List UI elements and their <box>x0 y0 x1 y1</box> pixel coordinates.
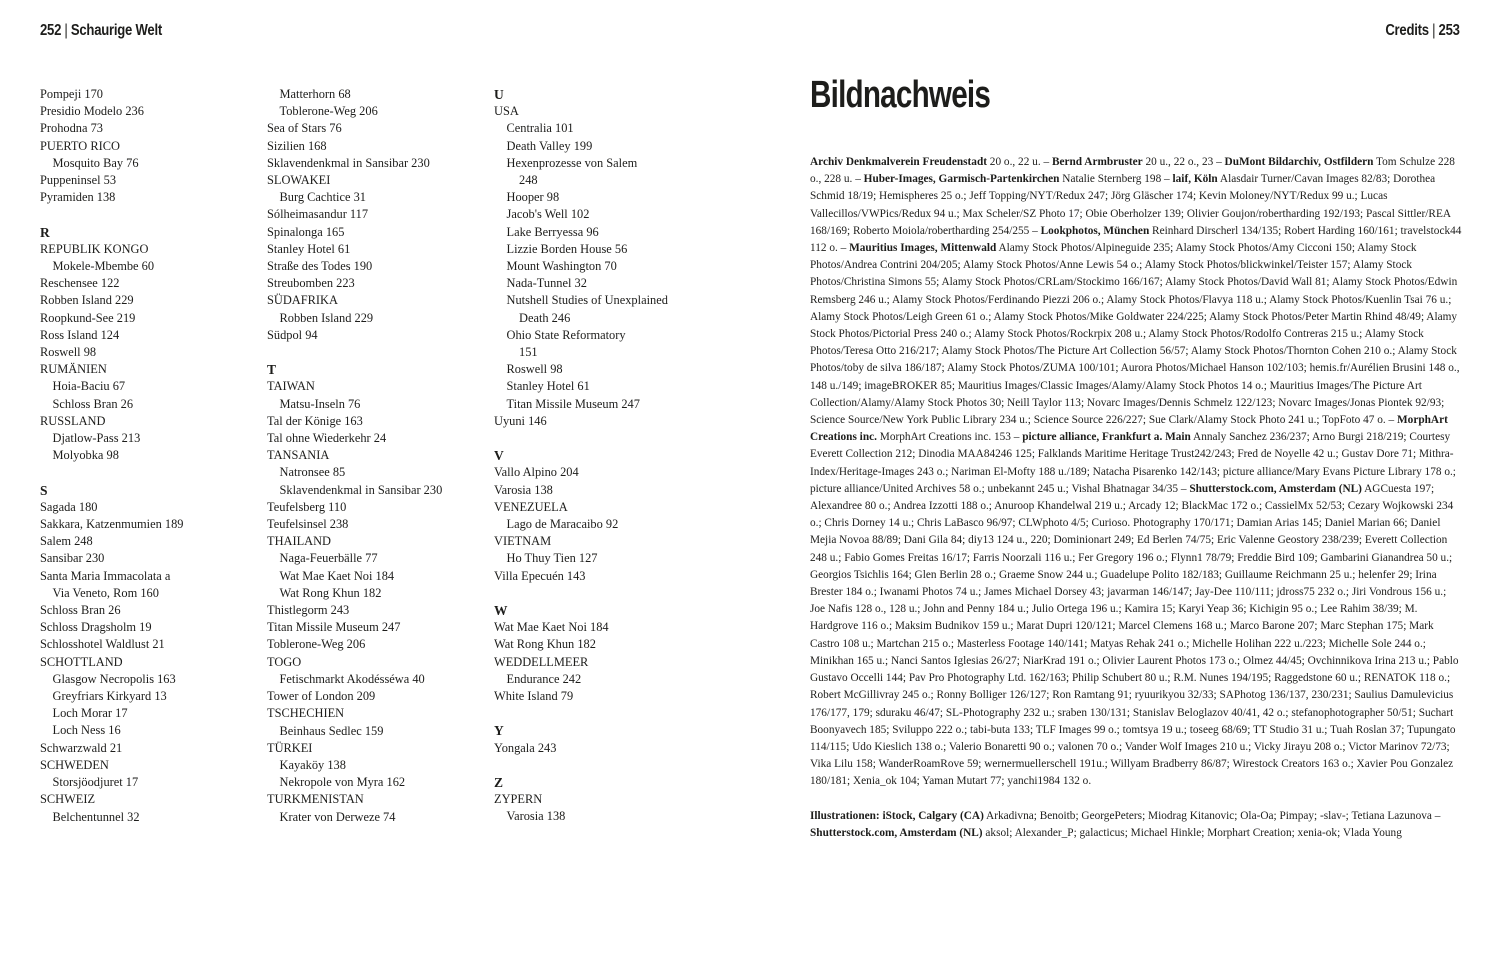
index-subentry: Robben Island 229 <box>279 310 374 325</box>
index-entry: Ross Island 124 <box>40 327 120 342</box>
index-subentry: Lago de Maracaibo 92 <box>506 517 619 532</box>
credits-heading: Bildnachweis <box>810 74 991 116</box>
index-subentry: Nada-Tunnel 32 <box>506 276 587 291</box>
index-subentry: Varosia 138 <box>506 809 566 824</box>
index-entry: SÜDAFRIKA <box>267 293 338 308</box>
index-entry: Santa Maria Immacolata a <box>40 568 171 583</box>
index-entry: TÜRKEI <box>267 740 313 755</box>
index-entry: RUSSLAND <box>40 413 106 428</box>
index-entry: Schloss Dragsholm 19 <box>40 620 152 635</box>
index-subentry: Centralia 101 <box>506 121 574 136</box>
index-subentry: Nutshell Studies of Unexplained <box>506 293 668 308</box>
index-letter-heading: S <box>40 482 48 498</box>
header-separator-left: | <box>64 22 68 39</box>
index-subentry: Matsu-Inseln 76 <box>279 396 361 411</box>
index-subentry: Death Valley 199 <box>506 138 593 153</box>
credit-agency-name: laif, Köln <box>1172 173 1218 186</box>
index-entry: Puppeninsel 53 <box>40 173 117 188</box>
index-subentry: Wat Mae Kaet Noi 184 <box>279 568 395 583</box>
index-subentry: Kayaköy 138 <box>279 757 346 772</box>
index-entry: Schlosshotel Waldlust 21 <box>40 637 165 652</box>
index-subentry: Sklavendenkmal in Sansibar 230 <box>279 482 443 497</box>
index-subentry: Wat Rong Khun 182 <box>279 585 382 600</box>
index-subentry: Mount Washington 70 <box>506 259 617 274</box>
credit-text: Annaly Sanchez 236/237; Arno Burgi 218/219; Courtesy Everett Collection 212; Dinodia MAA84246 125; Falklands Maritime Heritage Trust242/243; Fred de Noyelle 42 u.; Gustav Dore 71; Mithra-Index/Heritage-Images 243 o.; Nariman El-Mofty 188 u./189; Natacha Pisarenko 142/143; picture alliance/Mary Evans Picture Library 178 o.; picture alliance/United Archives 58 o.; unbekannt 245 u.; Vishal Bhatnagar 34/35 – <box>810 431 1456 495</box>
index-subentry: Hoia-Baciu 67 <box>52 379 126 394</box>
index-entry: Sakkara, Katzenmumien 189 <box>40 517 184 532</box>
index-column-2 <box>267 86 487 826</box>
credit-text: 20 o., 22 u. – <box>986 156 1052 168</box>
index-entry: Pyramiden 138 <box>40 190 116 205</box>
index-entry: REPUBLIK KONGO <box>40 241 149 256</box>
index-subentry: Jacob's Well 102 <box>506 207 590 222</box>
section-title: Credits <box>1385 22 1430 39</box>
index-letter-heading: Z <box>494 775 504 791</box>
index-entry: Uyuni 146 <box>494 413 547 428</box>
credit-agency-name: Shutterstock.com, Amsterdam (NL) <box>810 826 983 839</box>
index-entry: Sólheimasandur 117 <box>267 207 369 222</box>
credit-agency-name: Huber-Images, Garmisch-Partenkirchen <box>863 173 1060 186</box>
index-entry-continuation: 248 <box>519 173 538 188</box>
index-subentry: Lake Berryessa 96 <box>506 224 599 239</box>
index-letter-heading: W <box>494 603 508 619</box>
index-subentry: Krater von Derweze 74 <box>279 809 396 824</box>
index-entry: Wat Rong Khun 182 <box>494 637 596 652</box>
credit-agency-name: Illustrationen: iStock, Calgary (CA) <box>810 809 984 822</box>
index-subentry: Titan Missile Museum 247 <box>506 396 640 411</box>
credit-text: Arkadivna; Benoitb; GeorgePeters; Miodrag Kitanovic; Ola-Oa; Pimpay; -slav-; Tetiana Lazunova – <box>983 809 1441 822</box>
index-subentry: Greyfriars Kirkyard 13 <box>52 689 167 704</box>
index-entry: Toblerone-Weg 206 <box>267 637 366 652</box>
index-subentry: Loch Ness 16 <box>52 723 121 738</box>
index-subentry: Natronsee 85 <box>279 465 346 480</box>
index-subentry: Lizzie Borden House 56 <box>506 241 628 256</box>
index-entry: VIETNAM <box>494 534 552 549</box>
index-entry: Straße des Todes 190 <box>267 259 373 274</box>
index-entry: Presidio Modelo 236 <box>40 104 144 119</box>
index-subentry: Hexenprozesse von Salem <box>506 155 638 170</box>
index-entry: Sizilien 168 <box>267 138 327 153</box>
index-entry: Tal ohne Wiederkehr 24 <box>267 431 387 446</box>
index-subentry: Fetischmarkt Akodésséwa 40 <box>279 671 425 686</box>
index-subentry: Ohio State Reformatory <box>506 327 626 342</box>
credit-agency-name: picture alliance, Frankfurt a. Main <box>1022 431 1191 444</box>
credits-paragraph-photos <box>810 154 1462 791</box>
index-entry: Südpol 94 <box>267 327 318 342</box>
index-subentry: Hooper 98 <box>506 190 560 205</box>
index-subentry: Burg Cachtice 31 <box>279 190 366 205</box>
index-entry: Roswell 98 <box>40 345 97 360</box>
index-subentry: Djatlow-Pass 213 <box>52 431 141 446</box>
index-entry: TANSANIA <box>267 448 330 463</box>
index-subentry: Mosquito Bay 76 <box>52 155 139 170</box>
index-subentry: Via Veneto, Rom 160 <box>52 585 159 600</box>
credit-text: aksol; Alexander_P; galacticus; Michael Hinkle; Morphart Creation; xenia-ok; Vlada Young <box>982 826 1402 839</box>
index-letter-heading: R <box>40 224 50 240</box>
index-subentry: Beinhaus Sedlec 159 <box>279 723 384 738</box>
credit-text: 20 u., 22 o., 23 – <box>1142 156 1225 168</box>
credit-agency-name: DuMont Bildarchiv, Ostfildern <box>1224 156 1374 168</box>
index-subentry: Stanley Hotel 61 <box>506 379 590 394</box>
index-subentry: Roswell 98 <box>506 362 563 377</box>
index-entry: VENEZUELA <box>494 499 568 514</box>
credit-text: Alasdair Turner/Cavan Images 82/83; Dorothea Schmid 18/19; Hemispheres 25 o.; Jeff Topping/NYT/Redux 247; Jörg Gläscher 174; Kevin Moloney/NYT/Redux 99 u.; Lucas Vallecillos/VWPics/Redux 94 u.; Max Scheler/SZ Photo 17; Obie Oberholzer 139; Olivier Goujon/robertharding 192/193; Pascal Sittler/REA 168/169; Roberto Moiola/robertharding 254/255 – <box>810 173 1451 237</box>
book-title: Schaurige Welt <box>70 22 162 39</box>
index-entry: Sagada 180 <box>40 499 98 514</box>
index-letter-heading: T <box>267 362 277 378</box>
page-number-left: 252 <box>40 22 62 39</box>
index-entry: Varosia 138 <box>494 482 553 497</box>
index-subentry: Nekropole von Myra 162 <box>279 775 406 790</box>
credit-agency-name: Lookphotos, München <box>1040 224 1150 237</box>
credit-agency-name: Shutterstock.com, Amsterdam (NL) <box>1189 482 1362 495</box>
credits-body <box>810 154 1462 842</box>
index-entry: TAIWAN <box>267 379 315 394</box>
index-subentry: Endurance 242 <box>506 671 582 686</box>
index-subentry: Glasgow Necropolis 163 <box>52 671 176 686</box>
index-entry: SCHWEDEN <box>40 757 109 772</box>
running-head-right <box>1386 22 1460 40</box>
index-entry: TSCHECHIEN <box>267 706 345 721</box>
index-entry: Teufelsinsel 238 <box>267 517 349 532</box>
credit-agency-name: Bernd Armbruster <box>1051 156 1143 168</box>
credit-text: Natalie Sternberg 198 – <box>1059 173 1173 186</box>
index-subentry: Mokele-Mbembe 60 <box>52 259 155 274</box>
credits-paragraph-illustrations <box>810 808 1462 842</box>
index-subentry: Ho Thuy Tien 127 <box>506 551 598 566</box>
credit-text: Alamy Stock Photos/Alpineguide 235; Alamy Stock Photos/Amy Cicconi 150; Alamy Stock Photos/Andrea Contrini 204/205; Alamy Stock Photos/Anne Lewis 54 o.; Alamy Stock Photos/blickwinkel/Teister 157; Alamy Stock Photos/Christina Simons 55; Alamy Stock Photos/CRLam/Stockimo 166/167; Alamy Stock Photos/David Wall 81; Alamy Stock Photos/Edwin Remsberg 246 u.; Alamy Stock Photos/Ferdinando Piezzi 206 o.; Alamy Stock Photos/Flavya 118 u.; Alamy Stock Photos/Kuenlin Tsai 76 u.; Alamy Stock Photos/Leigh Green 61 o.; Alamy Stock Photos/Mike Goldwater 224/225; Alamy Stock Photos/Peter Martin Rhind 48/49; Alamy Stock Photos/Pictorial Press 240 o.; Alamy Stock Photos/Rockrpix 208 u.; Alamy Stock Photos/Rodolfo Contreras 215 u.; Alamy Stock Photos/Teresa Otto 216/217; Alamy Stock Photos/The Picture Art Collection 56/57; Alamy Stock Photos/Thornton Cohen 210 o.; Alamy Stock Photos/toby de silva 186/187; Alamy Stock Photos/ZUMA 100/101; Aurora Photos/Michael Hanson 102/103; hemis.fr/Aurélien Brusini 148 o., 148 u./149; imageBROKER 85; Mauritius Images/Classic Images/Alamy/Alamy Stock Photos 14 o.; Mauritius Images/The Picture Art Collection/Alamy/Alamy Stock Photos 30; Neill Taylor 113; Novarc Images/Dennis Schmelz 122/123; Novarc Images/Jonas Piontek 92/93; Science Source/New York Public Library 234 u.; Science Source 226/227; Sue Clark/Alamy Stock Photo 241 u.; TopFoto 47 o. – <box>810 242 1460 427</box>
index-subentry: Molyobka 98 <box>52 448 119 463</box>
index-subentry: Storsjöodjuret 17 <box>52 775 139 790</box>
index-letter-heading: Y <box>494 723 504 739</box>
index-subentry: Loch Morar 17 <box>52 706 128 721</box>
index-entry: Sklavendenkmal in Sansibar 230 <box>267 155 430 170</box>
index-entry: White Island 79 <box>494 689 574 704</box>
index-subentry: Toblerone-Weg 206 <box>279 104 378 119</box>
index-entry: SCHOTTLAND <box>40 654 123 669</box>
index-subentry: Belchentunnel 32 <box>52 809 140 824</box>
index-entry: Titan Missile Museum 247 <box>267 620 401 635</box>
index-entry: PUERTO RICO <box>40 138 120 153</box>
index-entry: SLOWAKEI <box>267 173 331 188</box>
index-column-1 <box>40 86 260 826</box>
index-entry: USA <box>494 104 519 119</box>
header-separator-right: | <box>1432 22 1436 39</box>
index-entry: Wat Mae Kaet Noi 184 <box>494 620 609 635</box>
index-letter-heading: V <box>494 448 504 464</box>
index-column-3 <box>494 86 734 826</box>
index-entry: Stanley Hotel 61 <box>267 241 351 256</box>
credit-agency-name: Mauritius Images, Mittenwald <box>849 242 997 255</box>
credit-text: AGCuesta 197; Alexandree 80 o.; Andrea Izzotti 188 o.; Anuroop Khandelwal 219 u.; Arcady 12; BlackMac 172 o.; CassielMx 52/53; Cezary Wojkowski 234 o.; Chris Dorney 14 u.; Chris LaBasco 96/97; CLWphoto 4/5; Curioso. Photography 170/171; Damian Arias 145; Daniel Marian 66; Daniel Mejia Novoa 88/89; Dani Gila 84; diy13 124 u., 220; Dominionart 249; Ed Berlen 74/75; Eric Valenne Geostory 238/239; Everett Collection 248 u.; Fabio Gomes Freitas 16/17; Farris Noorzali 116 u.; Fer Gregory 196 o.; Flynn1 78/79; Freddie Bird 109; Gambarini Gianandrea 50 u.; Georgios Tsichlis 164; Glen Berlin 28 o.; Graeme Snow 244 u.; Guadelupe Polito 182/183; Guillaume Reichmann 25 u.; helenfer 29; Irina Brester 184 o.; Iwanami Photos 74 u.; James Michael Dorsey 43; javarman 146/147; Jay-Dee 110/111; jdross75 232 o.; Jiri Vondrous 156 u.; Joe Nafis 128 o., 128 u.; John and Penny 184 u.; Julio Ortega 196 u.; Kamira 15; Karyi Yeap 36; Kichigin 95 o.; Lee Rahim 38/39; M. Hardgrove 116 o.; Maksim Budnikov 159 u.; Marat Dupri 120/121; Marcel Clemens 168 u.; Marco Barone 207; Marc Stephan 175; Mark Castro 108 u.; Martchan 215 o.; Masterless Footage 140/141; Matyas Rehak 241 o.; Michelle Holihan 222 u./223; Michelle Sole 244 o.; Minikhan 165 u.; Nanci Santos Iglesias 26/27; NiarKrad 191 o.; Olivier Laurent Photos 173 o.; Olmez 44/45; Ovchinnikova Irina 213 u.; Pablo Gustavo Occelli 144; Pav Pro Photography Ltd. 162/163; Philip Schubert 80 u.; R.M. Nunes 194/195; Raggedstone 60 u.; RENATOK 118 o.; Robert McGillivray 245 o.; Ronny Bolliger 126/127; Ron Ramtang 91; ryuurikyou 32/33; SAPhotog 136/137, 230/231; Saulius Damulevicius 176/177, 179; sduraku 46/47; SL-Photography 232 u.; sraben 130/131; Stanislav Beloglazov 40/41, 42 o.; stefanophotographer 50/51; Suchart Boonyavech 185; Sviluppo 222 o.; tabi-buta 133; TLF Images 99 o.; tomtsya 19 u.; toseeg 68/69; TT Studio 31 u.; Tuah Roslan 37; Tupungato 114/115; Udo Kieslich 138 o.; Valerio Bonaretti 90 o.; valonen 70 o.; Vander Wolf Images 210 u.; Vicky Jirayu 208 o.; Victor Marinov 72/73; Vika Lilu 158; WanderRoamRove 59; wernermuellerschell 191u.; Willyam Bradberry 86/87; Wirestock Creators 163 o.; Xavier Pou Gonzalez 180/181; Xenia_ok 104; Yaman Mutart 77; yanchi1984 132 o. <box>810 482 1459 788</box>
index-entry-continuation: Death 246 <box>519 310 571 325</box>
page-number-right: 253 <box>1438 22 1460 39</box>
index-entry: TURKMENISTAN <box>267 792 364 807</box>
index-entry: Salem 248 <box>40 534 93 549</box>
running-head-left <box>40 22 162 40</box>
index-entry: ZYPERN <box>494 792 543 807</box>
index-entry: TOGO <box>267 654 302 669</box>
index-entry: Yongala 243 <box>494 740 557 755</box>
index-subentry: Naga-Feuerbälle 77 <box>279 551 378 566</box>
index-entry: Pompeji 170 <box>40 87 103 101</box>
index-entry: Spinalonga 165 <box>267 224 345 239</box>
credit-agency-name: MorphArt Creations inc. <box>810 414 1448 444</box>
index-entry: WEDDELLMEER <box>494 654 589 669</box>
credit-text: Tom Schulze 228 o., 228 u. – <box>810 156 1455 186</box>
index-entry: Vallo Alpino 204 <box>494 465 579 480</box>
index-entry: Streubomben 223 <box>267 276 355 291</box>
index-entry: THAILAND <box>267 534 332 549</box>
index-entry: RUMÄNIEN <box>40 362 107 377</box>
index-entry: Schloss Bran 26 <box>40 603 121 618</box>
index-letter-heading: U <box>494 87 504 102</box>
index-entry: Thistlegorm 243 <box>267 603 350 618</box>
index-subentry: Matterhorn 68 <box>279 87 351 101</box>
credit-text: MorphArt Creations inc. 153 – <box>876 431 1023 444</box>
index-entry: Schwarzwald 21 <box>40 740 123 755</box>
index-entry: Tower of London 209 <box>267 689 376 704</box>
index-subentry: Schloss Bran 26 <box>52 396 134 411</box>
index-entry: Roopkund-See 219 <box>40 310 136 325</box>
index-entry: Robben Island 229 <box>40 293 134 308</box>
index-entry: Sansibar 230 <box>40 551 105 566</box>
index-entry: Sea of Stars 76 <box>267 121 342 136</box>
index-entry: Tal der Könige 163 <box>267 413 363 428</box>
credit-agency-name: Archiv Denkmalverein Freudenstadt <box>810 156 987 168</box>
index-entry-continuation: 151 <box>519 345 538 360</box>
index-entry: Teufelsberg 110 <box>267 499 347 514</box>
index-entry: Reschensee 122 <box>40 276 120 291</box>
index-entry: SCHWEIZ <box>40 792 96 807</box>
index-entry: Villa Epecuén 143 <box>494 568 586 583</box>
index-entry: Prohodna 73 <box>40 121 103 136</box>
credit-text: Reinhard Dirscherl 134/135; Robert Harding 160/161; travelstock44 112 o. – <box>810 224 1462 255</box>
